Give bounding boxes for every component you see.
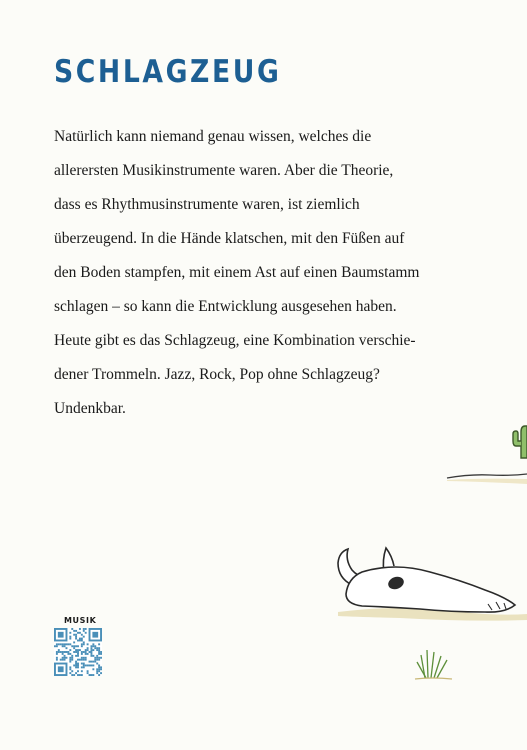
- page-title: SCHLAGZEUG: [54, 54, 282, 90]
- cactus-icon: [513, 426, 527, 458]
- paragraph-line: schlagen – so kann die Entwicklung ausgesehen haben.: [54, 298, 397, 315]
- paragraph-line: dener Trommeln. Jazz, Rock, Pop ohne Schlagzeug?: [54, 366, 380, 383]
- paragraph-line: allerersten Musikinstrumente waren. Aber die Theorie,: [54, 162, 394, 179]
- qr-block: [54, 616, 104, 676]
- paragraph-line: den Boden stampfen, mit einem Ast auf einen Baumstamm: [54, 264, 420, 281]
- paragraph-line: Heute gibt es das Schlagzeug, eine Kombination verschie-: [54, 332, 416, 349]
- horizon-line: [447, 474, 527, 478]
- paragraph-line: Natürlich kann niemand genau wissen, welches die: [54, 128, 372, 145]
- qr-label: MUSIK: [64, 616, 97, 625]
- grass-tuft-icon: [415, 650, 452, 679]
- paragraph-line: dass es Rhythmusinstrumente waren, ist ziemlich: [54, 196, 360, 213]
- qr-code-icon[interactable]: [54, 628, 102, 676]
- paragraph-line: überzeugend. In die Hände klatschen, mit den Füßen auf: [54, 230, 405, 247]
- paragraph-line: Undenkbar.: [54, 400, 126, 417]
- cow-skull-icon: [338, 548, 527, 621]
